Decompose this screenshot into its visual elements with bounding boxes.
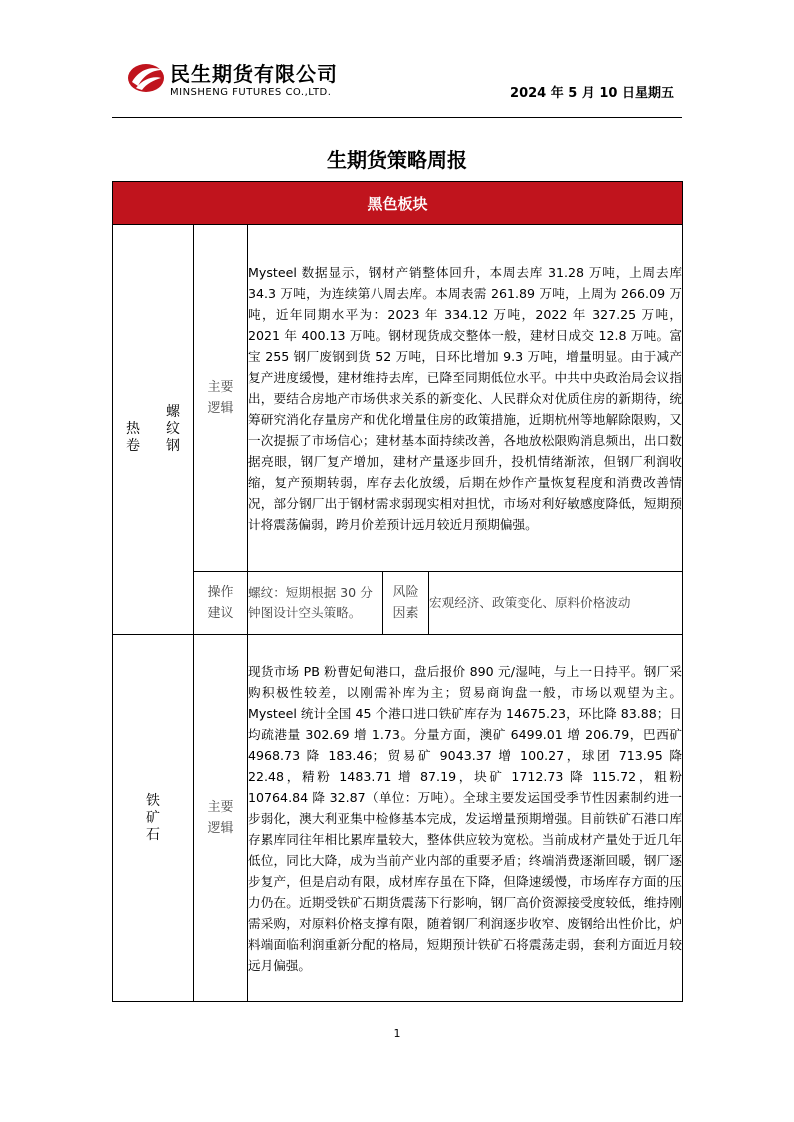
strategy-table xyxy=(112,181,683,1002)
operation-advice: 螺纹：短期根据 30 分钟图设计空头策略。 xyxy=(248,572,383,635)
header-divider xyxy=(112,117,682,118)
logic-label: 主要逻辑 xyxy=(194,635,248,1002)
report-header xyxy=(112,52,682,118)
iron-ore-category-cell xyxy=(113,635,194,1002)
sector-header: 黑色板块 xyxy=(113,182,683,225)
product-name: 螺纹钢 xyxy=(166,404,180,454)
risk-label: 风险因素 xyxy=(383,572,429,635)
operation-label: 操作建议 xyxy=(194,572,248,635)
report-title: 生期货策略周报 xyxy=(327,148,467,172)
company-logo xyxy=(126,54,376,100)
risk-factors: 宏观经济、政策变化、原料价格波动 xyxy=(429,572,683,635)
report-date: 2024 年 5 月 10 日星期五 xyxy=(510,86,674,101)
company-name-cn: 民生期货有限公司 xyxy=(170,62,338,86)
rebar-category-cell xyxy=(113,225,194,635)
company-name-en: MINSHENG FUTURES CO.,LTD. xyxy=(170,87,332,98)
group-label: 热卷 xyxy=(126,420,140,454)
rebar-logic-text: Mysteel 数据显示，钢材产销整体回升，本周去库 31.28 万吨，上周去库 34.3 万吨，为连续第八周去库。本周表需 261.89 万吨，上周为 266.09 万吨，近年同期水平为：2023 年 334.12 万吨，2022 年 327.25 万吨，2021 年 400.13 万吨。钢材现货成交整体一般，建材日成交 12.8 万吨。富宝 255 钢厂废钢到货 52 万吨，日环比增加 9.3 万吨，增量明显。由于减产复产进度缓慢，建材维持去库，已降至同期低位水平。中共中央政治局会议指出，要结合房地产市场供求关系的新变化、人民群众对优质住房的新期待，统筹研究消化存量房产和优化增量住房的政策措施，近期杭州等地解除限购，又一次提振了市场信心；建材基本面持续改善，各地放松限购消息频出，出口数据亮眼，钢厂复产增加，建材产量逐步回升，投机情绪渐浓，但钢厂利润收缩，复产预期转弱，库存去化放缓，后期在炒作产量恢复程度和消费改善情况，部分钢厂出于钢材需求弱现实相对担忧，市场对利好敏感度降低，短期预计将震荡偏弱，跨月价差预计远月较近月预期偏强。 xyxy=(248,225,683,572)
minsheng-logo-icon xyxy=(126,56,166,96)
page-number: 1 xyxy=(393,1027,401,1040)
logic-label: 主要逻辑 xyxy=(194,225,248,572)
product-name: 铁矿石 xyxy=(146,792,160,843)
iron-ore-logic-text: 现货市场 PB 粉曹妃甸港口，盘后报价 890 元/湿吨，与上一日持平。钢厂采购积极性较差，以刚需补库为主；贸易商询盘一般，市场以观望为主。Mysteel 统计全国 45 个港口进口铁矿库存为 14675.23，环比降 83.88；日均疏港量 302.69 增 1.73。分量方面，澳矿 6499.01 增 206.79，巴西矿 4968.73 降 183.46；贸易矿 9043.37 增 100.27，球团 713.95 降 22.48，精粉 1483.71 增 87.19，块矿 1712.73 降 115.72，粗粉 10764.84 降 32.87（单位：万吨）。全球主要发运国受季节性因素制约进一步弱化，澳大利亚集中检修基本完成，发运增量预期增强。目前铁矿石港口库存累库同往年相比累库量较大，整体供应较为宽松。当前成材产量处于近几年低位，同比大降，成为当前产业内部的重要矛盾；终端消费逐渐回暖，钢厂逐步复产，但是启动有限，成材库存虽在下降，但降速缓慢，市场库存方面的压力仍在。近期受铁矿石期货震荡下行影响，钢厂高价资源接受度较低，维持刚需采购，对原料价格支撑有限，随着钢厂利润逐步收窄、废钢给出性价比，炉料端面临利润重新分配的格局，短期预计铁矿石将震荡走弱，套利方面近月较远月偏强。 xyxy=(248,635,683,1002)
